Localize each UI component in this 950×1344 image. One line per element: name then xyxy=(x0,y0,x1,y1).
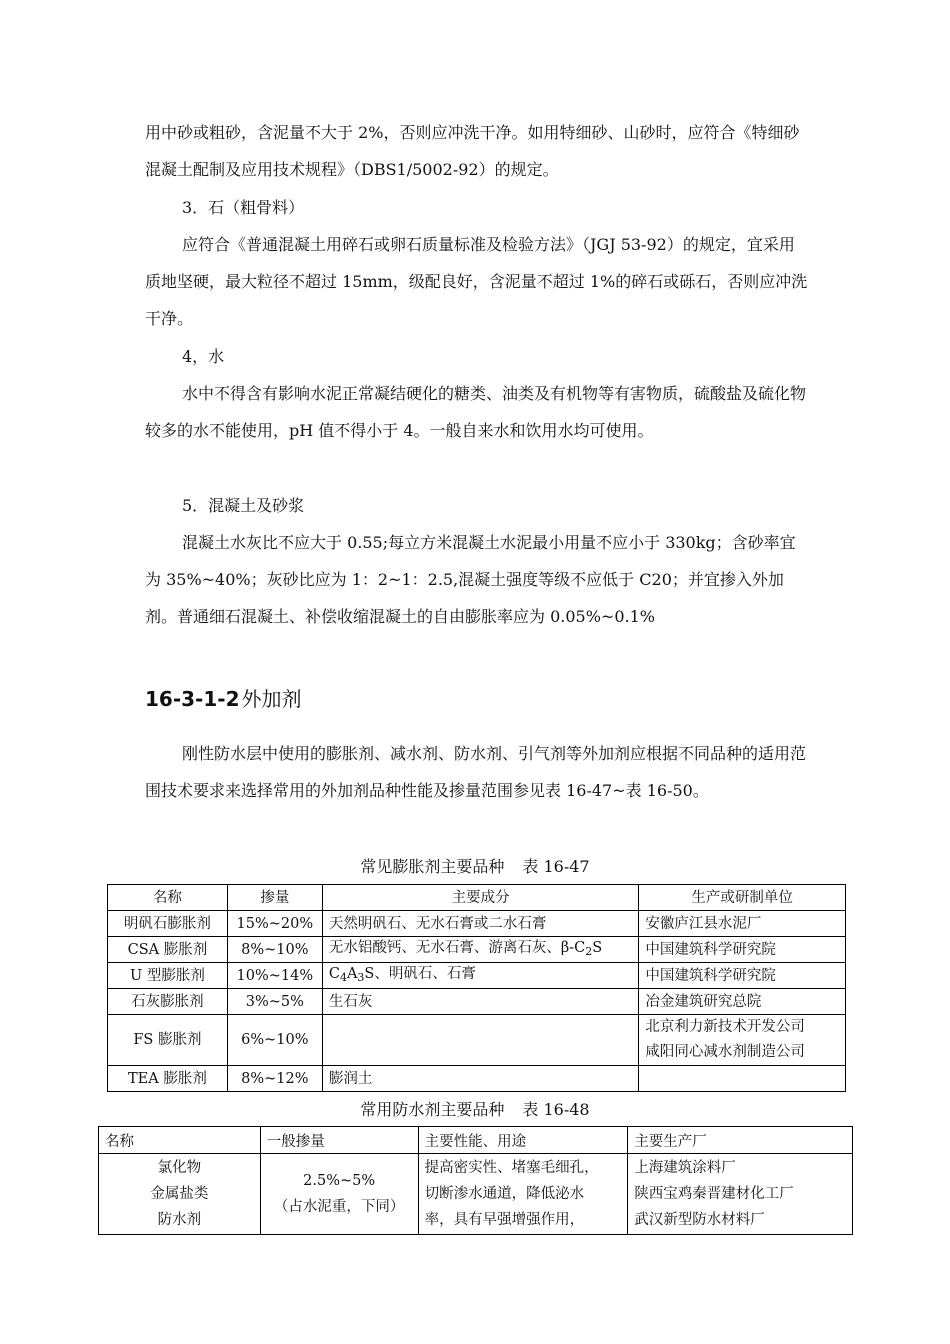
cell-name: 氯化物 金属盐类 防水剂 xyxy=(99,1154,261,1235)
cell-name: TEA 膨胀剂 xyxy=(108,1066,228,1092)
table48-title: 常用防水剂主要品种 xyxy=(360,1100,505,1119)
cell-name: FS 膨胀剂 xyxy=(108,1015,228,1066)
header-name: 名称 xyxy=(99,1127,261,1154)
subheading-concrete: 5．混凝土及砂浆 xyxy=(182,496,305,515)
cell-composition: $C_4A_3S$、明矾石、石膏 xyxy=(322,963,639,989)
table-row xyxy=(108,1066,846,1092)
cell-composition: 天然明矾石、无水石膏或二水石膏 xyxy=(322,911,639,937)
section-title: 外加剂 xyxy=(241,687,302,711)
cell-dose: 8%~12% xyxy=(227,1066,322,1092)
header-use: 主要性能、用途 xyxy=(418,1127,628,1154)
table-row xyxy=(108,1015,846,1066)
header-composition: 主要成分 xyxy=(322,885,639,911)
cell-producer: 中国建筑科学研究院 xyxy=(639,937,846,963)
cell-name: CSA 膨胀剂 xyxy=(108,937,228,963)
cell-producer: 北京利力新技术开发公司 咸阳同心减水剂制造公司 xyxy=(639,1015,846,1066)
cell-composition: 膨润土 xyxy=(322,1066,639,1092)
cell-name: U 型膨胀剂 xyxy=(108,963,228,989)
table47-caption xyxy=(0,854,950,877)
paragraph-admixture: 刚性防水层中使用的膨胀剂、减水剂、防水剂、引气剂等外加剂应根据不同品种的适用范围技术要求来选择常用的外加剂品种性能及掺量范围参见表 16-47~表 16-50。 xyxy=(145,744,807,800)
header-dose: 掺量 xyxy=(227,885,322,911)
cell-dose: 8%~10% xyxy=(227,937,322,963)
cell-producer xyxy=(639,1066,846,1092)
table-row xyxy=(108,963,846,989)
table-header-row xyxy=(108,885,846,911)
table-row xyxy=(108,989,846,1015)
table-header-row xyxy=(99,1127,853,1154)
table48-number: 表 16-48 xyxy=(522,1100,590,1119)
table-row xyxy=(99,1154,853,1235)
section-heading xyxy=(145,683,301,712)
paragraph-sand: 用中砂或粗砂，含泥量不大于 2%，否则应冲洗干净。如用特细砂、山砂时，应符合《特细砂混凝土配制及应用技术规程》（DBS1/5002-92）的规定。 xyxy=(145,123,800,179)
paragraph-water: 水中不得含有影响水泥正常凝结硬化的糖类、油类及有机物等有害物质，硫酸盐及硫化物较多的水不能使用，pH 值不得小于 4。一般自来水和饮用水均可使用。 xyxy=(145,384,807,440)
table47-number: 表 16-47 xyxy=(522,857,590,876)
section-number: 16-3-1-2 xyxy=(145,687,240,711)
table48-caption xyxy=(0,1097,950,1120)
cell-dose: 15%~20% xyxy=(227,911,322,937)
paragraph-stone: 应符合《普通混凝土用碎石或卵石质量标准及检验方法》（JGJ 53-92）的规定，宜采用质地坚硬，最大粒径不超过 15mm，级配良好，含泥量不超过 1%的碎石或砾石，否则应冲洗干净。 xyxy=(145,235,808,328)
cell-composition: 生石灰 xyxy=(322,989,639,1015)
cell-producer: 冶金建筑研究总院 xyxy=(639,989,846,1015)
waterproofing-agent-table xyxy=(98,1126,853,1235)
cell-maker: 上海建筑涂料厂 陕西宝鸡秦晋建材化工厂 武汉新型防水材料厂 xyxy=(628,1154,853,1235)
header-producer: 生产或研制单位 xyxy=(639,885,846,911)
paragraph-concrete: 混凝土水灰比不应大于 0.55;每立方米混凝土水泥最小用量不应小于 330kg；含砂率宜为 35%~40%；灰砂比应为 1：2~1：2.5,混凝土强度等级不应低于 C20；并宜掺入外加剂。普通细石混凝土、补偿收缩混凝土的自由膨胀率应为 0.05%~0.1% xyxy=(145,533,796,626)
header-name: 名称 xyxy=(108,885,228,911)
table47-title: 常见膨胀剂主要品种 xyxy=(360,857,505,876)
cell-producer: 中国建筑科学研究院 xyxy=(639,963,846,989)
subheading-water: 4，水 xyxy=(182,347,225,366)
header-maker: 主要生产厂 xyxy=(628,1127,853,1154)
table-row xyxy=(108,937,846,963)
expansion-agent-table xyxy=(107,884,846,1092)
cell-name: 石灰膨胀剂 xyxy=(108,989,228,1015)
cell-composition: 无水铝酸钙、无水石膏、游离石灰、$\beta-C_2S$ xyxy=(322,937,639,963)
subheading-stone: 3．石（粗骨料） xyxy=(182,198,305,217)
cell-producer: 安徽庐江县水泥厂 xyxy=(639,911,846,937)
table-row xyxy=(108,911,846,937)
cell-dose: 2.5%~5% （占水泥重，下同） xyxy=(260,1154,418,1235)
cell-use: 提高密实性、堵塞毛细孔， 切断渗水通道，降低泌水 率，具有早强增强作用， xyxy=(418,1154,628,1235)
cell-dose: 3%~5% xyxy=(227,989,322,1015)
cell-name: 明矾石膨胀剂 xyxy=(108,911,228,937)
header-dose: 一般掺量 xyxy=(260,1127,418,1154)
cell-dose: 6%~10% xyxy=(227,1015,322,1066)
cell-dose: 10%~14% xyxy=(227,963,322,989)
cell-composition xyxy=(322,1015,639,1066)
